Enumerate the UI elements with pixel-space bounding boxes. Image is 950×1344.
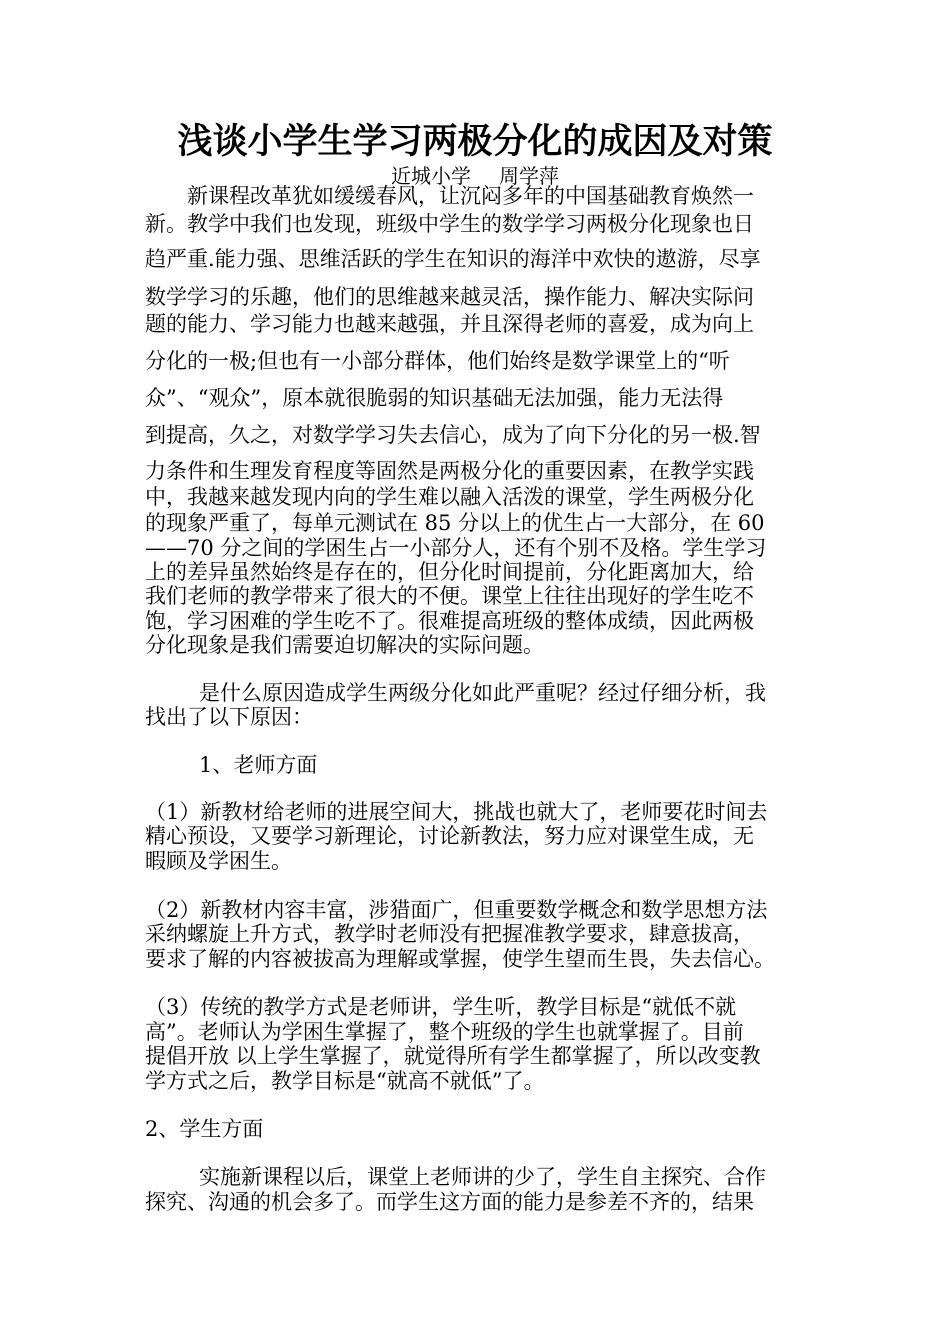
text-line: 数学学习的乐趣，他们的思维越来越灵活，操作能力、解决实际问 (145, 285, 754, 309)
text-line: 力条件和生理发育程度等固然是两极分化的重要因素，在教学实践 (145, 459, 754, 483)
text-line: 提倡开放 以上学生掌握了，就觉得所有学生都掌握了，所以改变教 (145, 1044, 761, 1068)
text-line: 题的能力、学习能力也越来越强，并且深得老师的喜爱，成为向上 (145, 312, 754, 336)
text-line: 的现象严重了，每单元测试在 85 分以上的优生占一大部分，在 60 (145, 511, 765, 535)
text-line: 中，我越来越发现内向的学生难以融入活泼的课堂，学生两极分化 (145, 485, 754, 509)
text-line: 是什么原因造成学生两级分化如此严重呢？经过仔细分析，我 (199, 681, 766, 705)
text-line: （3）传统的教学方式是老师讲，学生听，教学目标是“就低不就 (145, 995, 737, 1019)
school-name: 近城小学 (391, 164, 471, 188)
text-line: 高”。老师认为学困生掌握了，整个班级的学生也就掌握了。目前 (145, 1020, 744, 1044)
text-line: 众”、“观众”，原本就很脆弱的知识基础无法加强，能力无法得 (145, 386, 724, 410)
text-line: 到提高，久之，对数学学习失去信心，成为了向下分化的另一极.智 (145, 423, 761, 447)
document-title: 浅谈小学生学习两极分化的成因及对策 (177, 122, 773, 162)
text-line: 暇顾及学困生。 (145, 849, 292, 873)
text-line: 采纳螺旋上升方式，教学时老师没有把握准教学要求，肆意拔高， (145, 922, 754, 946)
text-line: 新。教学中我们也发现，班级中学生的数学学习两极分化现象也日 (145, 212, 754, 236)
text-line: ——70 分之间的学困生占一小部分人，还有个别不及格。学生学习 (145, 536, 767, 560)
section-heading: 2、学生方面 (145, 1117, 264, 1141)
text-line: 精心预设，又要学习新理论，讨论新教法，努力应对课堂生成，无 (145, 824, 754, 848)
text-line: 学方式之后，教学目标是“就高不就低”了。 (145, 1069, 545, 1093)
text-line: 我们老师的教学带来了很大的不便。课堂上往往出现好的学生吃不 (145, 584, 754, 608)
text-line: 饱，学习困难的学生吃不了。很难提高班级的整体成绩，因此两极 (145, 609, 754, 633)
text-line: 上的差异虽然始终是存在的，但分化时间提前，分化距离加大，给 (145, 560, 754, 584)
text-line: 要求了解的内容被拔高为理解或掌握，使学生望而生畏，失去信心。 (145, 947, 775, 971)
text-line: 分化的一极;但也有一小部分群体，他们始终是数学课堂上的“听 (145, 349, 730, 373)
text-line: 找出了以下原因： (145, 705, 313, 729)
text-line: （1）新教材给老师的进展空间大，挑战也就大了，老师要花时间去 (145, 800, 768, 824)
text-line: （2）新教材内容丰富，涉猎面广，但重要数学概念和数学思想方法 (145, 898, 768, 922)
text-line: 趋严重.能力强、思维活跃的学生在知识的海洋中欢快的遨游，尽享 (145, 247, 761, 271)
text-line: 分化现象是我们需要迫切解决的实际问题。 (145, 633, 544, 657)
text-line: 实施新课程以后，课堂上老师讲的少了，学生自主探究、合作 (199, 1165, 766, 1189)
text-line: 探究、沟通的机会多了。而学生这方面的能力是参差不齐的，结果 (145, 1190, 754, 1214)
author-name: 周学萍 (499, 164, 559, 188)
text-line: 新课程改革犹如缓缓春风，让沉闷多年的中国基础教育焕然一 (187, 184, 754, 208)
section-heading: 1、老师方面 (199, 753, 318, 777)
